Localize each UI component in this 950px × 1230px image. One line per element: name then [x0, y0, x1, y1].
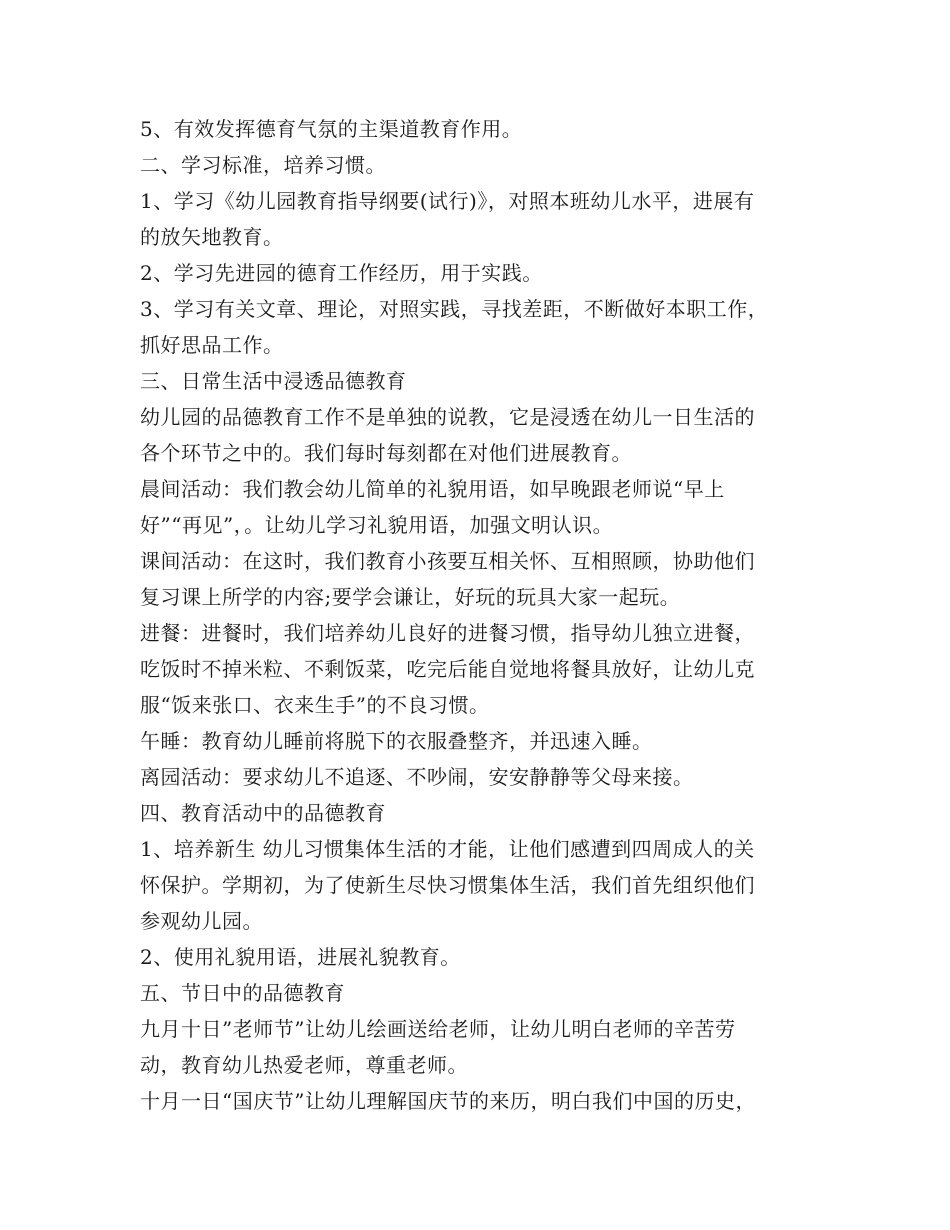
text-line: 课间活动：在这时，我们教育小孩要互相关怀、互相照顾，协助他们: [140, 549, 755, 573]
text-line: 服“饭来张口、衣来生手”的不良习惯。: [140, 693, 490, 717]
text-line: 复习课上所学的内容;要学会谦让，好玩的玩具大家一起玩。: [140, 585, 681, 609]
text-line: 十月一日“国庆节”让幼儿理解国庆节的来历，明白我们中国的历史，: [140, 1089, 756, 1113]
text-line: 动，教育幼儿热爱老师，尊重老师。: [140, 1053, 468, 1077]
text-line: 2、学习先进园的德育工作经历，用于实践。: [140, 261, 543, 285]
text-line: 3、学习有关文章、理论，对照实践，寻找差距，不断做好本职工作，: [140, 297, 769, 321]
text-line: 九月十日”老师节”让幼儿绘画送给老师，让幼儿明白老师的辛苦劳: [140, 1017, 736, 1041]
text-line: 各个环节之中的。我们每时每刻都在对他们进展教育。: [140, 441, 632, 465]
text-line: 2、使用礼貌用语，进展礼貌教育。: [140, 945, 461, 969]
text-line: 1、培养新生 幼儿习惯集体生活的才能，让他们感遭到四周成人的关: [140, 837, 755, 861]
text-line: 1、学习《幼儿园教育指导纲要(试行)》，对照本班幼儿水平，进展有: [140, 189, 755, 213]
section-heading: 五、节日中的品德教育: [140, 981, 345, 1005]
section-heading: 四、教育活动中的品德教育: [140, 801, 386, 825]
text-line: 幼儿园的品德教育工作不是单独的说教，它是浸透在幼儿一日生活的: [140, 405, 755, 429]
document-body: [140, 111, 830, 1119]
section-heading: 三、日常生活中浸透品德教育: [140, 369, 407, 393]
text-line: 抓好思品工作。: [140, 333, 284, 357]
text-line: 晨间活动：我们教会幼儿简单的礼貌用语，如早晚跟老师说“早上: [140, 477, 725, 501]
text-line: 怀保护。学期初，为了使新生尽快习惯集体生活，我们首先组织他们: [140, 873, 755, 897]
text-line: 好”“再见”，。让幼儿学习礼貌用语，加强文明认识。: [140, 513, 614, 537]
text-line: 离园活动：要求幼儿不追逐、不吵闹，安安静静等父母来接。: [140, 765, 694, 789]
text-line: 进餐：进餐时，我们培养幼儿良好的进餐习惯，指导幼儿独立进餐，: [140, 621, 755, 645]
text-line: 午睡：教育幼儿睡前将脱下的衣服叠整齐，并迅速入睡。: [140, 729, 653, 753]
text-line: 吃饭时不掉米粒、不剩饭菜，吃完后能自觉地将餐具放好，让幼儿克: [140, 657, 755, 681]
text-line: 5、有效发挥德育气氛的主渠道教育作用。: [140, 117, 523, 141]
text-line: 的放矢地教育。: [140, 225, 284, 249]
text-line: 参观幼儿园。: [140, 909, 263, 933]
section-heading: 二、学习标准，培养习惯。: [140, 153, 386, 177]
